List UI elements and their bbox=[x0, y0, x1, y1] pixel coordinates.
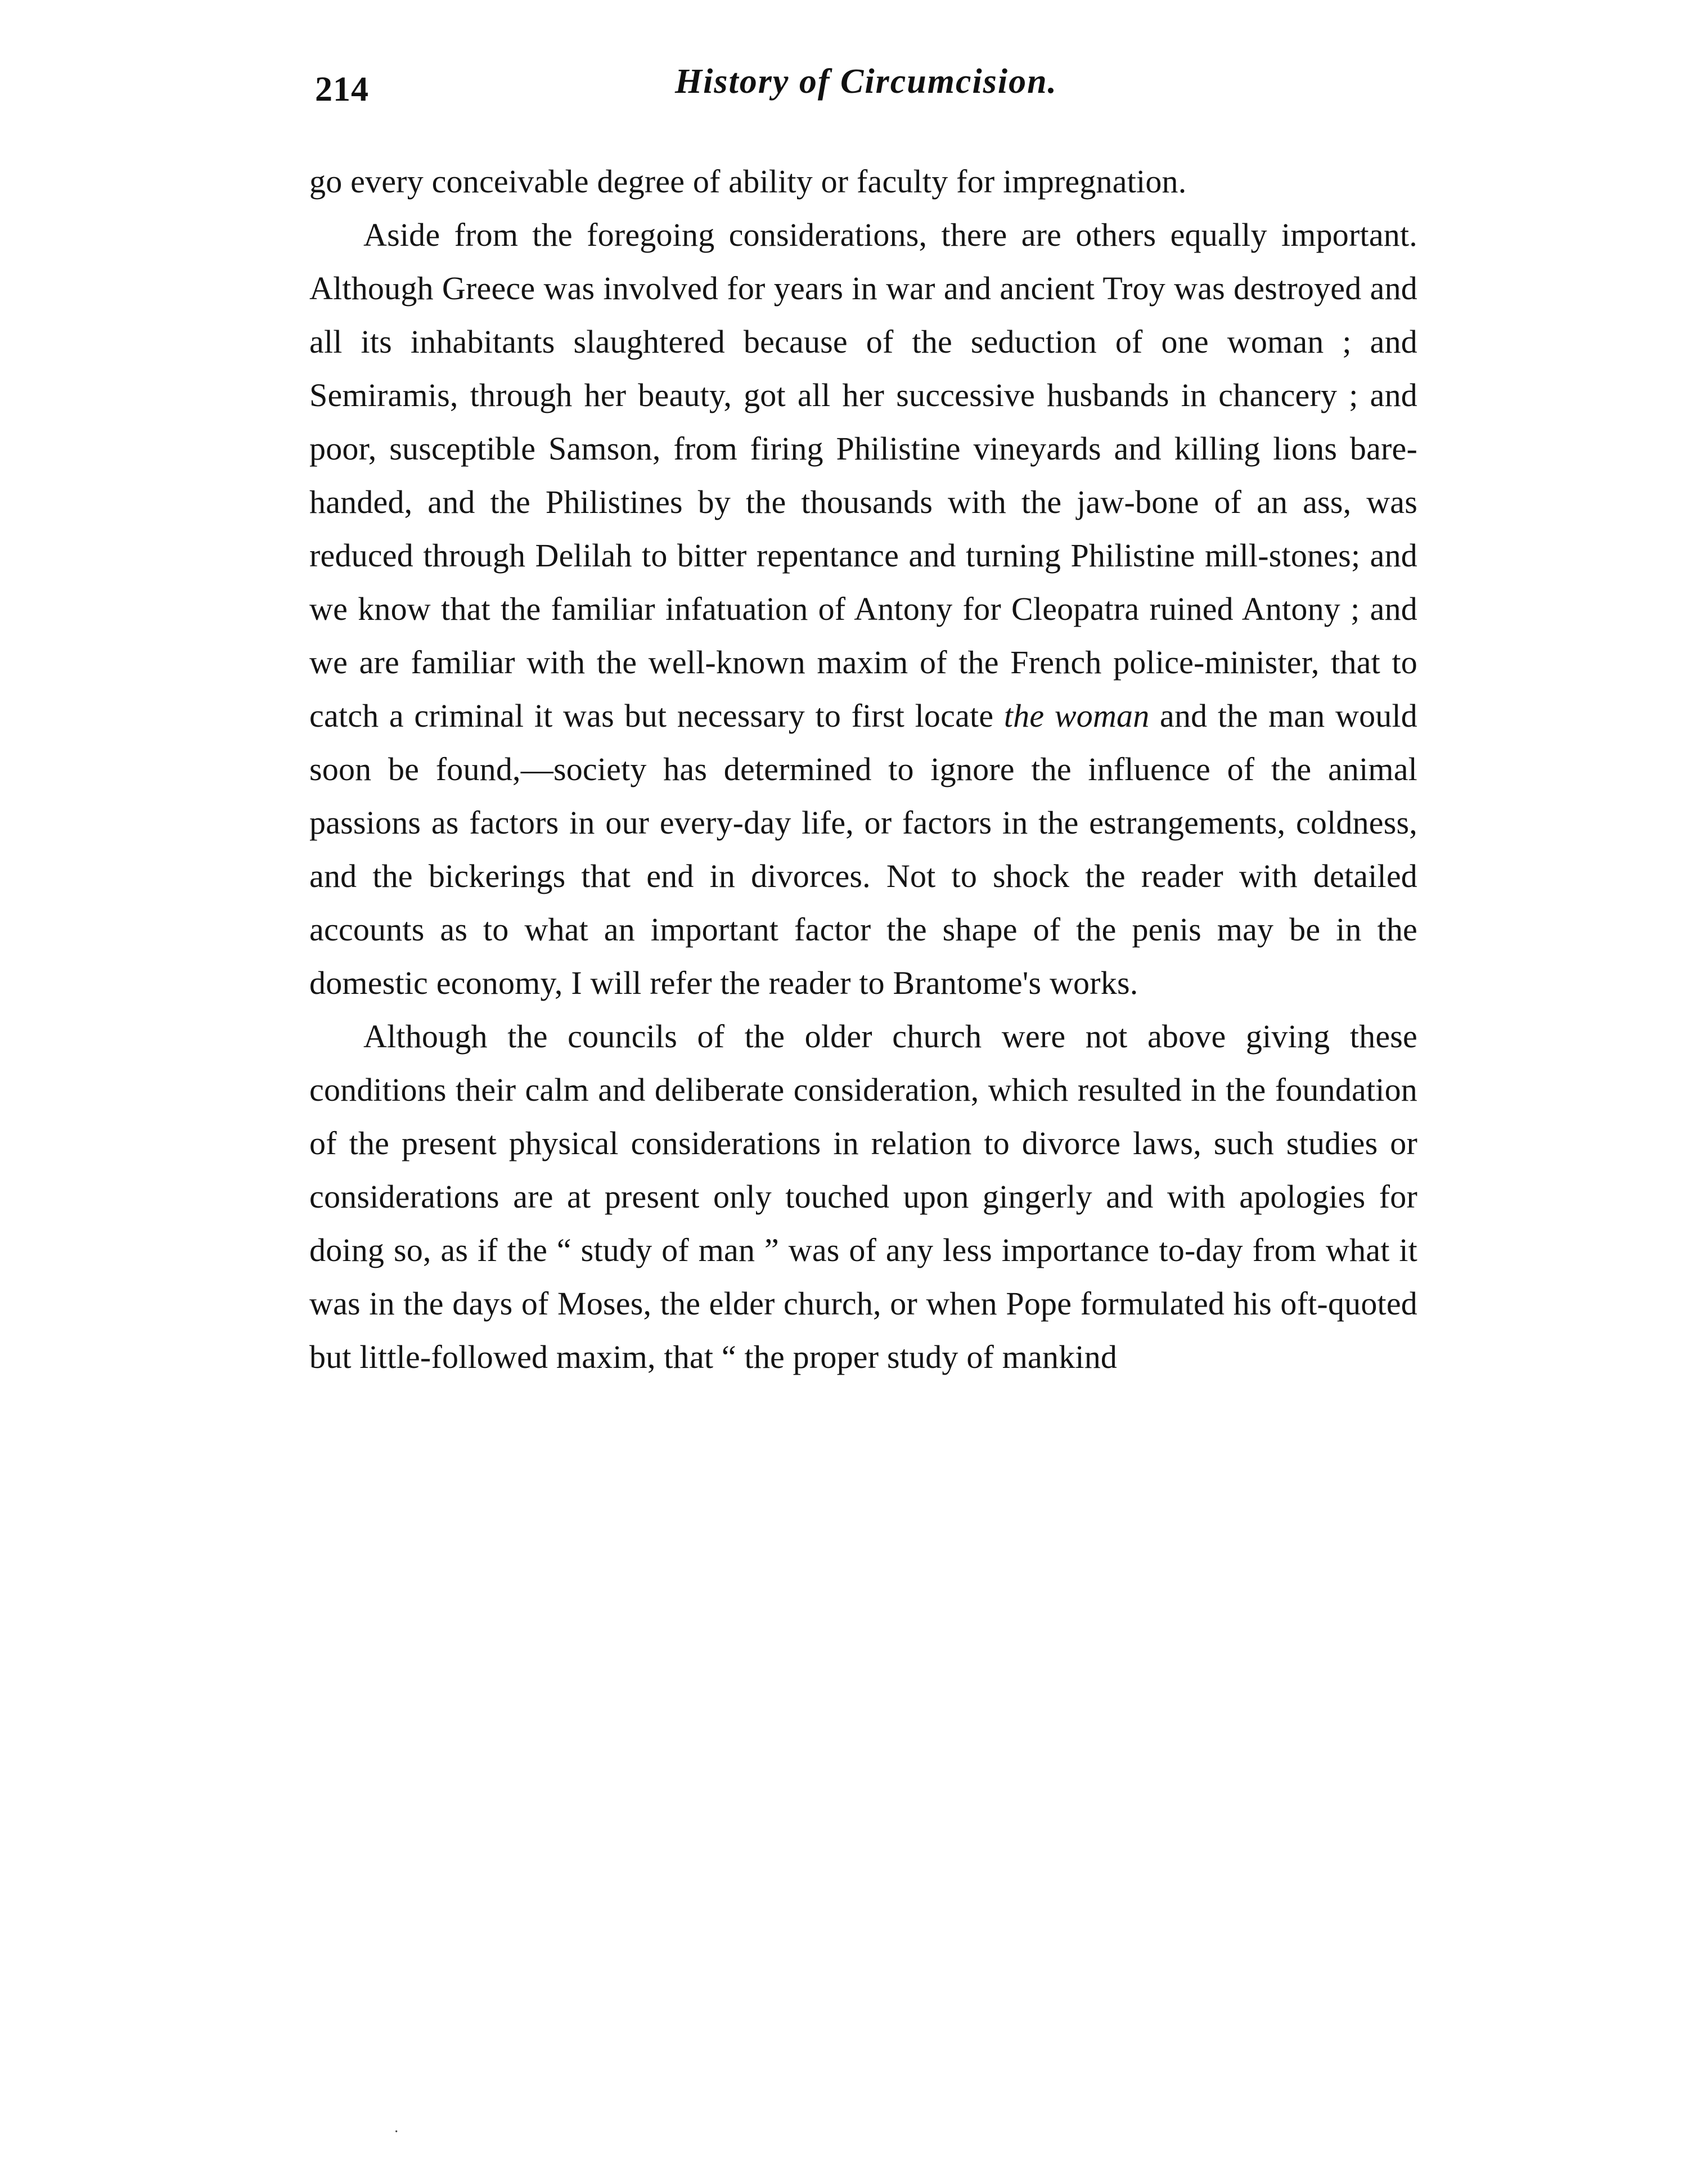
footer-mark: · bbox=[394, 2123, 399, 2141]
paragraph-2 bbox=[309, 208, 1417, 1010]
paragraph-1: go every conceivable degree of ability or faculty for impregnation. bbox=[309, 163, 1187, 200]
page-number: 214 bbox=[315, 70, 369, 109]
paragraph-2-part-1: Aside from the foregoing considerations, there are others equally important. Although Greece was involved for years in war and ancient Troy was destroyed and all its inhabitants slaughtered because of the seduction of one woman ; and Semiramis, through her beauty, got all her successive husbands in chancery ; and poor, susceptible Samson, from firing Philistine vineyards and killing lions bare-handed, and the Philistines by the thousands with the jaw-bone of an ass, was reduced through Delilah to bitter repentance and turning Philistine mill-stones; and we know that the familiar infatuation of Antony for Cleopatra ruined Antony ; and we are familiar with the well-known maxim of the French police-minister, that to catch a criminal it was but necessary to first locate bbox=[309, 217, 1417, 734]
running-title: History of Circumcision. bbox=[674, 62, 1058, 101]
body-text-column bbox=[309, 155, 1417, 1384]
paragraph-2-part-2: and the man would soon be found,—society has determined to ignore the influence of the animal passions as factors in our every-day life, or factors in the estrangements, coldness, and the bickerings that end in divorces. Not to shock the reader with detailed accounts as to what an important factor the shape of the penis may be in the domestic economy, I will refer the reader to Brantome's works. bbox=[309, 697, 1417, 1001]
paragraph-3: Although the councils of the older church were not above giving these conditions their calm and deliberate consideration, which resulted in the foundation of the present physical considerations in relation to divorce laws, such studies or considerations are at present only touched upon gingerly and with apologies for doing so, as if the “ study of man ” was of any less importance to-day from what it was in the days of Moses, the elder church, or when Pope formulated his oft-quoted but little-followed maxim, that “ the proper study of mankind bbox=[309, 1018, 1417, 1375]
paragraph-2-italic-phrase: the woman bbox=[1003, 697, 1150, 734]
page-header bbox=[315, 62, 1417, 112]
